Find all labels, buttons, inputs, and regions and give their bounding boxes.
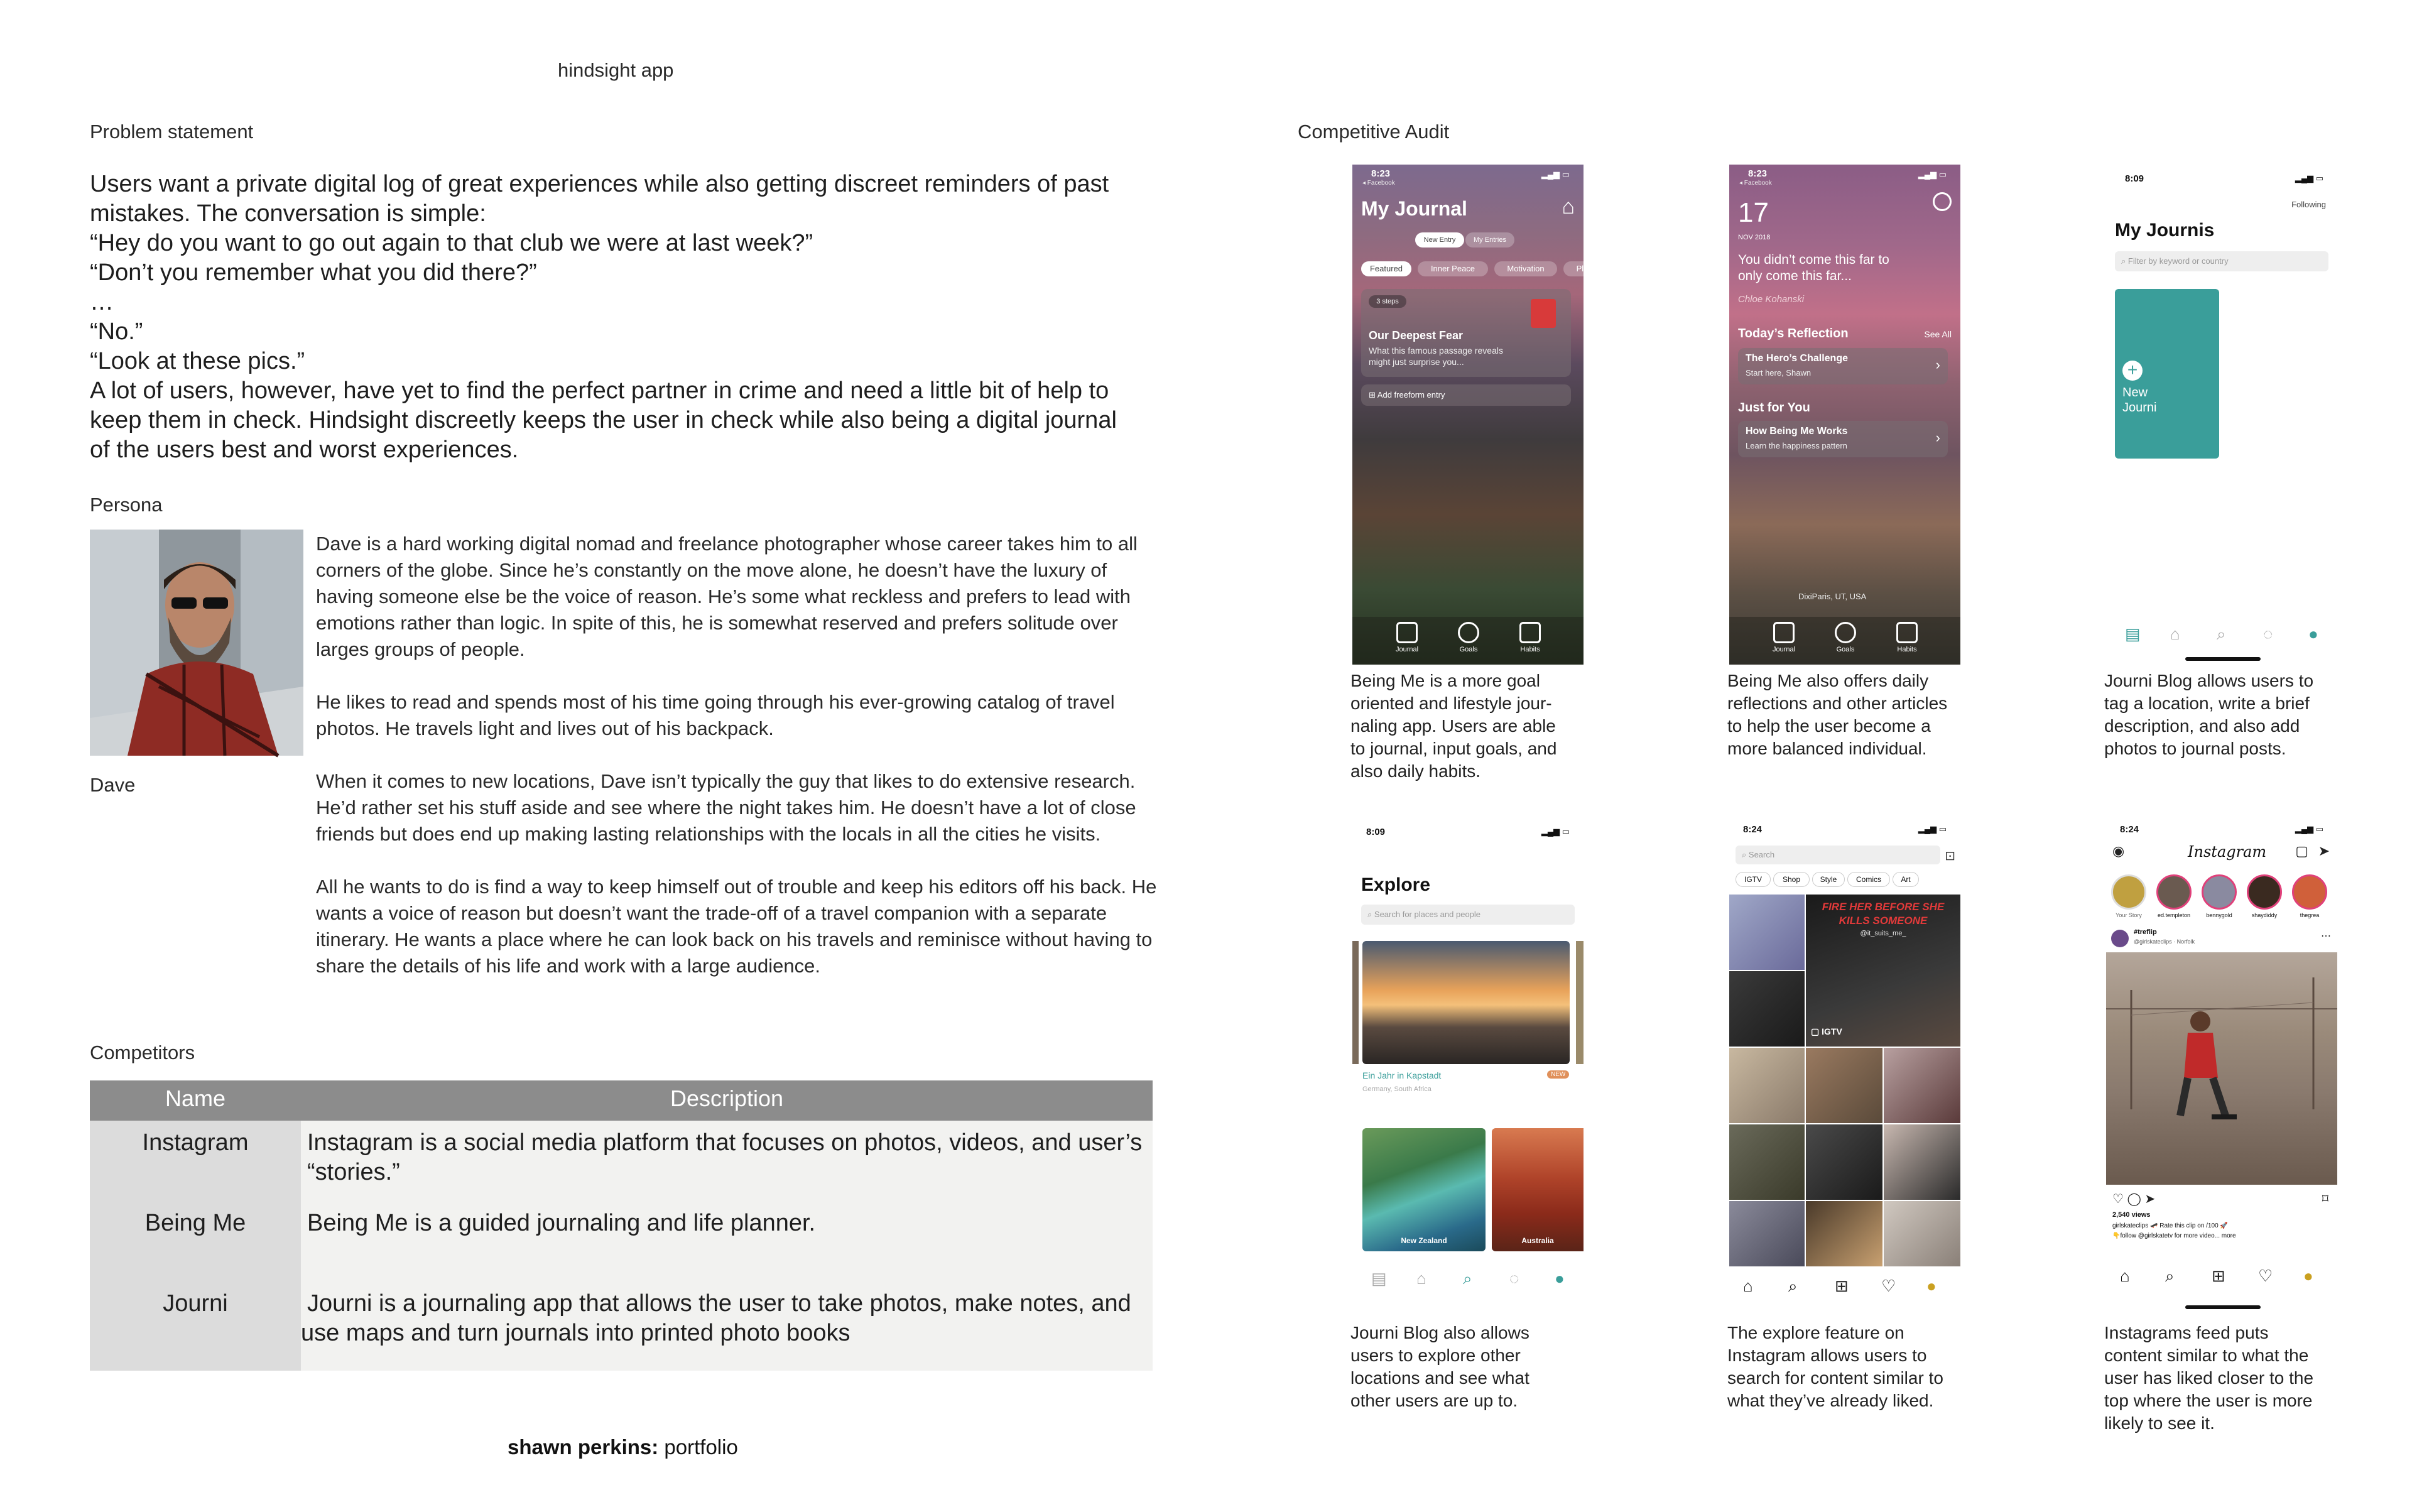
tab-bar: [2106, 617, 2337, 655]
story-label: thegrea: [2300, 912, 2320, 918]
page-title: hindsight app: [558, 59, 674, 81]
description-line: use maps and turn journals into printed photo books: [301, 1320, 850, 1346]
caption-line: likely to see it.: [2104, 1413, 2215, 1433]
description-line: Being Me is a guided journaling and life planner.: [307, 1210, 816, 1236]
screen-title: My Journis: [2115, 220, 2215, 241]
caption-line: users to explore other: [1350, 1346, 1521, 1365]
caption-line: to journal, input goals, and: [1350, 739, 1557, 758]
chip-igtv[interactable]: IGTV: [1736, 872, 1771, 887]
card-subtitle: might just surprise you...: [1369, 357, 1464, 367]
search-placeholder: Search: [1748, 850, 1775, 859]
caption-line: description, and also add: [2104, 716, 2300, 736]
home-indicator: [2185, 1305, 2261, 1309]
problem-line: …: [90, 289, 114, 315]
journal-icon[interactable]: [1396, 622, 1418, 643]
chat-icon[interactable]: ◌: [2263, 624, 2273, 643]
steps-badge: 3 steps: [1369, 295, 1406, 308]
story-label: ed.templeton: [2157, 912, 2191, 918]
section-title: Today’s Reflection: [1738, 327, 1849, 340]
tab-bar: [1352, 1261, 1584, 1299]
photo-location: DixiParis, UT, USA: [1798, 592, 1867, 601]
chip-featured[interactable]: Featured: [1361, 261, 1411, 276]
article-item[interactable]: [1738, 421, 1948, 457]
journal-icon[interactable]: ▤: [1371, 1269, 1387, 1288]
views-count: 2,540 views: [2112, 1211, 2151, 1219]
caption-line: oriented and lifestyle jour-: [1350, 693, 1552, 713]
grid-tile[interactable]: [1806, 1124, 1882, 1200]
home-icon[interactable]: ⌂: [1562, 195, 1575, 219]
video-user: @it_suits_me_: [1860, 930, 1906, 937]
caption-line: more balanced individual.: [1727, 739, 1927, 758]
persona-photo-illustration: [90, 530, 303, 756]
bookmark-icon: [1531, 299, 1556, 328]
status-time: 8:24: [1743, 824, 1763, 835]
back-link[interactable]: ◂ Facebook: [1362, 180, 1395, 187]
grid-tile[interactable]: [1806, 1048, 1882, 1123]
grid-tile[interactable]: [1729, 1124, 1805, 1200]
igtv-icon[interactable]: ▢: [2295, 843, 2308, 859]
habits-icon[interactable]: [1896, 622, 1918, 643]
item-title: The Hero’s Challenge: [1746, 353, 1848, 364]
plus-icon: +: [2122, 361, 2143, 381]
problem-line: of the users best and worst experiences.: [90, 437, 519, 463]
tile-label: Australia: [1521, 1236, 1554, 1245]
problem-line: Users want a private digital log of great experiences while also getting discreet reminders of past: [90, 171, 1109, 197]
add-icon[interactable]: ⊞: [2212, 1266, 2225, 1285]
segment-new-entry[interactable]: New Entry: [1415, 232, 1464, 247]
chip-style[interactable]: Style: [1812, 872, 1845, 887]
persona-heading: Persona: [90, 494, 163, 516]
video-title: FIRE HER BEFORE SHE: [1822, 901, 1945, 913]
audit-caption: [2104, 1322, 2313, 1435]
video-title: KILLS SOMEONE: [1839, 915, 1928, 927]
screen-title: My Journal: [1361, 197, 1467, 220]
new-zealand-tile[interactable]: [1362, 1128, 1486, 1251]
quote-line: only come this far...: [1738, 269, 1852, 283]
chip-shop[interactable]: Shop: [1773, 872, 1810, 887]
caption-line: The explore feature on: [1727, 1323, 1904, 1342]
persona-paragraph: He likes to read and spends most of his time going through his ever-growing catalog of travel photos. He travels light and lives out of his backpack.: [316, 691, 1115, 739]
chevron-right-icon: ›: [1935, 430, 1940, 445]
post-photo-illustration: [2106, 952, 2337, 1185]
search-input[interactable]: ⌕ Filter by keyword or country: [2115, 251, 2328, 271]
table-header: [90, 1080, 1153, 1121]
card-subtitle: Germany, South Africa: [1362, 1085, 1431, 1093]
battery-icon: ▂▄▆ ▭: [2295, 824, 2323, 834]
caption-line: Being Me also offers daily: [1727, 671, 1929, 690]
featured-card[interactable]: [1361, 289, 1571, 377]
battery-icon: ▂▄▆ ▭: [1918, 170, 1947, 179]
tab-bar: [1729, 617, 1960, 665]
post-username[interactable]: #treflip: [2134, 928, 2157, 936]
caption-line: content similar to what the: [2104, 1346, 2309, 1365]
description-line: Instagram is a social media platform that focuses on photos, videos, and user’s: [307, 1129, 1143, 1156]
competitors-heading: Competitors: [90, 1042, 195, 1063]
footer-name: shawn perkins:: [508, 1435, 659, 1459]
problem-line: “Hey do you want to go out again to that club we were at last week?”: [90, 230, 813, 256]
persona-paragraph: When it comes to new locations, Dave isn’t typically the guy that likes to do extensive research. He’d rather set his stuff aside and see where the night takes him. He doesn’t have a lot of close friends but does end up making lasting relationships with the locals in all the cities he visits.: [316, 770, 1136, 845]
journal-icon[interactable]: [1773, 622, 1795, 643]
segment-my-entries[interactable]: My Entries: [1465, 232, 1514, 247]
story-label: shaydiddy: [2251, 912, 2278, 918]
row-description: [307, 1128, 1153, 1187]
row-name: Being Me: [144, 1210, 246, 1236]
story-avatar[interactable]: [2292, 874, 2327, 910]
problem-heading: Problem statement: [90, 121, 254, 143]
see-all-link[interactable]: See All: [1924, 329, 1952, 339]
caption-line: to help the user become a: [1727, 716, 1931, 736]
caption-line: naling app. Users are able: [1350, 716, 1556, 736]
story-avatar[interactable]: [2247, 874, 2282, 910]
battery-icon: ▂▄▆ ▭: [2295, 173, 2323, 183]
heart-icon[interactable]: ♡: [2112, 1192, 2124, 1206]
post-caption: 👇follow @girlskatetv for more video... more: [2112, 1232, 2236, 1239]
card-title[interactable]: Ein Jahr in Kapstadt: [1362, 1070, 1442, 1080]
save-icon[interactable]: ⌑: [2322, 1192, 2328, 1206]
item-subtitle: Start here, Shawn: [1746, 368, 1812, 378]
persona-paragraph: All he wants to do is find a way to keep himself out of trouble and keep his editors off his back. He wants a voice of reason but doesn’t want the trade-off of a travel companion with a separate itinerary. He wants a place where he can look back on his travels and reminisce without having to share the details of his life and work with a large audience.: [316, 876, 1157, 977]
freeform-entry-button[interactable]: ⊞ Add freeform entry: [1361, 384, 1571, 406]
post-caption: girlskateclips 🛹 Rate this clip on /100 🚀: [2112, 1222, 2228, 1229]
footer-label: portfolio: [664, 1435, 738, 1459]
persona-photo: [90, 530, 303, 756]
scan-icon[interactable]: ⊡: [1945, 849, 1955, 863]
tab-journal[interactable]: Journal: [1772, 646, 1796, 653]
caption-line: user has liked closer to the: [2104, 1368, 2314, 1388]
caption-line: photos to journal posts.: [2104, 739, 2286, 758]
grid-tile[interactable]: [1729, 1201, 1805, 1266]
comment-icon[interactable]: ◯: [2127, 1192, 2141, 1206]
freeform-label: Add freeform entry: [1377, 390, 1445, 400]
chip-motivation[interactable]: Motivation: [1494, 261, 1557, 276]
avatar[interactable]: ●: [2303, 1266, 2313, 1285]
next-card-edge: [1576, 941, 1584, 1064]
add-icon[interactable]: ⊞: [1835, 1276, 1849, 1295]
back-link[interactable]: ◂ Facebook: [1739, 180, 1772, 187]
search-input[interactable]: ⌕ Search for places and people: [1361, 905, 1575, 925]
australia-tile[interactable]: [1492, 1128, 1584, 1251]
footer: [508, 1435, 738, 1459]
post-photo[interactable]: [2106, 952, 2337, 1185]
new-badge: NEW: [1547, 1070, 1569, 1079]
caption-line: search for content similar to: [1727, 1368, 1943, 1388]
problem-line: “No.”: [90, 318, 143, 345]
tab-journal[interactable]: Journal: [1395, 646, 1419, 653]
card-title: Our Deepest Fear: [1369, 329, 1464, 342]
grid-tile[interactable]: [1729, 1048, 1805, 1123]
screen-instagram-explore: [1729, 817, 1960, 1317]
post-avatar[interactable]: [2111, 930, 2129, 947]
item-subtitle: Learn the happiness pattern: [1746, 441, 1847, 450]
prev-card-edge: [1352, 941, 1359, 1064]
grid-tile[interactable]: [1884, 1201, 1960, 1266]
battery-icon: ▂▄▆ ▭: [1541, 170, 1570, 179]
problem-statement: [90, 170, 1170, 465]
following-link[interactable]: Following: [2291, 200, 2326, 209]
tile-label: New Zealand: [1401, 1236, 1447, 1245]
story-label: Your Story: [2116, 912, 2142, 918]
persona-description: [316, 531, 1158, 1006]
new-journi-button[interactable]: [2115, 289, 2219, 459]
profile-icon[interactable]: ●: [2308, 624, 2318, 643]
more-icon[interactable]: ⋯: [2321, 931, 2331, 942]
tab-goals[interactable]: Goals: [1836, 646, 1855, 653]
persona-paragraph: Dave is a hard working digital nomad and freelance photographer whose career takes him to all corners of the globe. Since he’s constantly on the move alone, he doesn’t have the luxury of having someone else be the voice of reason. He’s some what reckless and prefers to lead with emotions rather than logic. In spite of this, he is somewhat reserved and prefers solitude over larges groups of people.: [316, 533, 1138, 660]
tab-bar: [2106, 1261, 2337, 1293]
tab-habits[interactable]: Habits: [1520, 646, 1540, 653]
screen-journi-my-journis: [2106, 165, 2337, 665]
grid-tile[interactable]: [1884, 1124, 1960, 1200]
date-day: 17: [1738, 197, 1769, 228]
home-icon[interactable]: ⌂: [2120, 1266, 2130, 1285]
reflection-item[interactable]: [1738, 348, 1948, 384]
name-column: [90, 1121, 301, 1371]
quote-author: Chloe Kohanski: [1738, 294, 1805, 305]
header-name: Name: [165, 1085, 226, 1111]
home-icon[interactable]: ⌂: [1743, 1276, 1753, 1295]
journi-label: Journi: [2122, 401, 2157, 415]
kapstadt-photo[interactable]: [1362, 941, 1570, 1064]
story-avatar[interactable]: [2202, 874, 2237, 910]
status-time: 8:23: [1748, 168, 1768, 179]
screen-journi-explore: [1352, 817, 1584, 1317]
problem-line: mistakes. The conversation is simple:: [90, 200, 486, 227]
search-icon[interactable]: ⌕: [1788, 1276, 1798, 1295]
audit-caption: [1350, 1322, 1529, 1412]
quote-line: You didn’t come this far to: [1738, 253, 1889, 267]
header-description: Description: [670, 1085, 784, 1111]
caption-line: Journi Blog allows users to: [2104, 671, 2314, 690]
profile-icon[interactable]: ●: [1555, 1269, 1565, 1288]
caption-line: locations and see what: [1350, 1368, 1529, 1388]
new-label: New: [2122, 386, 2148, 400]
chip-more[interactable]: Pla: [1563, 261, 1601, 276]
search-placeholder: Filter by keyword or country: [2127, 256, 2229, 266]
caption-line: top where the user is more: [2104, 1391, 2313, 1410]
tab-bar: [1352, 617, 1584, 665]
battery-icon: ▂▄▆ ▭: [1918, 824, 1947, 834]
competitors-table: [90, 1080, 1153, 1371]
caption-line: other users are up to.: [1350, 1391, 1518, 1410]
caption-line: tag a location, write a brief: [2104, 693, 2310, 713]
heart-icon[interactable]: ♡: [1881, 1276, 1896, 1295]
section-title: Just for You: [1738, 401, 1810, 415]
camera-icon[interactable]: ◉: [2112, 843, 2125, 859]
grid-tile[interactable]: [1729, 971, 1805, 1047]
chevron-right-icon: ›: [1935, 357, 1940, 373]
status-time: 8:23: [1371, 168, 1391, 179]
caption-line: Journi Blog also allows: [1350, 1323, 1529, 1342]
row-description: [307, 1209, 1153, 1238]
item-title: How Being Me Works: [1746, 426, 1848, 437]
caption-line: what they’ve already liked.: [1727, 1391, 1934, 1410]
grid-tile[interactable]: [1806, 1201, 1882, 1266]
tab-habits[interactable]: Habits: [1897, 646, 1917, 653]
grid-tile[interactable]: [1729, 895, 1805, 970]
direct-message-icon[interactable]: ➤: [2318, 843, 2330, 859]
row-description: [301, 1289, 1153, 1348]
screen-instagram-feed: [2106, 817, 2337, 1317]
audit-caption: [1727, 670, 1947, 760]
search-icon[interactable]: ⌕: [2165, 1266, 2175, 1285]
story-avatar[interactable]: [2156, 874, 2192, 910]
audit-caption: [1350, 670, 1556, 783]
search-placeholder: Search for places and people: [1374, 910, 1481, 919]
post-actions: [2112, 1191, 2155, 1207]
description-line: Journi is a journaling app that allows the user to take photos, make notes, and: [307, 1290, 1131, 1317]
goals-icon[interactable]: [1458, 622, 1479, 643]
problem-line: “Don’t you remember what you did there?”: [90, 259, 537, 286]
audit-heading: Competitive Audit: [1298, 121, 1450, 143]
caption-line: Being Me is a more goal: [1350, 671, 1540, 690]
habits-icon[interactable]: [1519, 622, 1541, 643]
chip-inner-peace[interactable]: Inner Peace: [1418, 261, 1488, 276]
description-line: “stories.”: [307, 1159, 400, 1185]
story-avatar[interactable]: [2111, 874, 2146, 910]
row-name: Journi: [163, 1290, 228, 1317]
chip-comics[interactable]: Comics: [1847, 872, 1890, 887]
screen-beingme-journal: [1352, 165, 1589, 665]
date-month: NOV 2018: [1738, 234, 1771, 241]
row-name: Instagram: [142, 1129, 249, 1156]
heart-icon[interactable]: ♡: [2258, 1266, 2273, 1285]
igtv-video-tile[interactable]: [1806, 895, 1960, 1047]
problem-line: “Look at these pics.”: [90, 348, 305, 374]
screen-title: Explore: [1361, 874, 1431, 895]
search-icon[interactable]: ⌕: [2217, 624, 2226, 643]
chip-art[interactable]: Art: [1893, 872, 1919, 887]
post-location: @girlskateclips · Norfolk: [2134, 938, 2195, 945]
tab-bar: [1729, 1271, 1960, 1303]
home-indicator: [2185, 657, 2261, 661]
instagram-logo: Instagram: [2188, 843, 2267, 861]
profile-icon[interactable]: [1933, 192, 1952, 211]
screen-beingme-reflection: [1729, 165, 1960, 665]
tab-goals[interactable]: Goals: [1459, 646, 1478, 653]
chat-icon[interactable]: ◌: [1509, 1269, 1519, 1288]
battery-icon: ▂▄▆ ▭: [1541, 827, 1570, 836]
caption-line: also daily habits.: [1350, 761, 1481, 781]
igtv-text: IGTV: [1822, 1026, 1842, 1036]
shop-icon[interactable]: ⌂: [2170, 624, 2180, 643]
audit-caption: [2104, 670, 2313, 760]
problem-line: keep them in check. Hindsight discreetly keeps the user in check while also being a digital journal: [90, 407, 1117, 433]
caption-line: Instagram allows users to: [1727, 1346, 1927, 1365]
journal-icon[interactable]: ▤: [2125, 624, 2141, 643]
search-icon[interactable]: ⌕: [1463, 1269, 1472, 1288]
problem-line: A lot of users, however, have yet to find the perfect partner in crime and need a little bit of help to: [90, 378, 1109, 404]
grid-tile[interactable]: [1884, 1048, 1960, 1123]
status-time: 8:09: [1366, 827, 1386, 837]
story-label: bennygold: [2206, 912, 2232, 918]
share-icon[interactable]: ➤: [2144, 1192, 2156, 1206]
shop-icon[interactable]: ⌂: [1416, 1269, 1426, 1288]
audit-caption: [1727, 1322, 1943, 1412]
goals-icon[interactable]: [1835, 622, 1856, 643]
caption-line: Instagrams feed puts: [2104, 1323, 2269, 1342]
igtv-label: ▢ IGTV: [1811, 1026, 1842, 1036]
avatar[interactable]: ●: [1926, 1276, 1937, 1295]
status-time: 8:09: [2125, 173, 2144, 184]
search-input[interactable]: ⌕ Search: [1736, 846, 1940, 864]
caption-line: reflections and other articles: [1727, 693, 1948, 713]
status-time: 8:24: [2120, 824, 2139, 835]
persona-name: Dave: [90, 774, 136, 796]
card-subtitle: What this famous passage reveals: [1369, 345, 1503, 356]
